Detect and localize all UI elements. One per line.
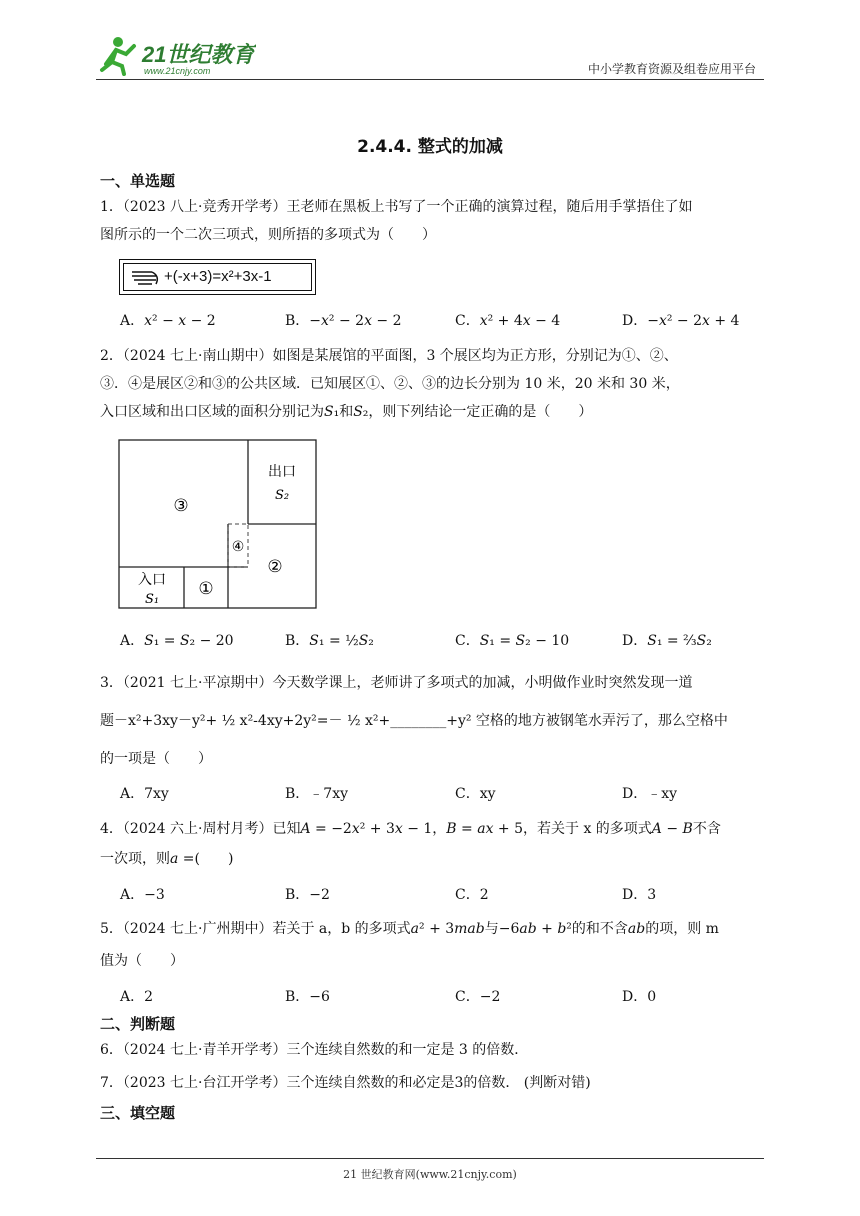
question-number: 7． (100, 1075, 123, 1091)
question-2 (100, 342, 760, 426)
question-number: 3． (100, 675, 123, 691)
footer-divider (96, 1158, 764, 1159)
hand-icon (130, 268, 162, 288)
option-d[interactable]: D．﹣xy (622, 786, 678, 802)
question-source: （2024 六上·周村月考） (122, 821, 273, 837)
footer-text: 21 世纪教育网(www.21cnjy.com) (343, 1168, 517, 1181)
question-source: （2023 八上·竞秀开学考） (122, 199, 287, 215)
question-text-line3: 的一项是（ ） (100, 751, 212, 767)
option-b[interactable]: B．﹣7xy (285, 786, 348, 802)
question-text-line2: 图所示的一个二次三项式，则所捂的多项式为（ ） (100, 227, 436, 243)
question-source: （2023 七上·台江开学考） (122, 1075, 287, 1091)
page-title: 2.4.4. 整式的加减 (357, 137, 503, 157)
option-c[interactable]: C．xy (455, 786, 496, 802)
logo-text: 21世纪教育 (142, 42, 255, 67)
entry-label: 入口 (138, 572, 166, 588)
question-text: 三个连续自然数的和一定是 3 的倍数． (286, 1042, 529, 1058)
option-a[interactable]: A．−3 (120, 887, 165, 903)
question-7 (100, 1069, 760, 1097)
section-heading-true-false: 二、判断题 (100, 1015, 176, 1033)
question-5 (100, 913, 760, 977)
site-logo (96, 34, 256, 78)
header-divider (96, 79, 764, 80)
question-1 (100, 193, 760, 249)
question-text-line2: 题－x²+3xy－y²+ ½ x²-4xy+2y²=－ ½ x²+________+y² 空格的地方被钢笔水弄污了，那么空格中 (100, 713, 728, 729)
option-c[interactable]: C．𝑥² + 4𝑥 − 4 (455, 313, 561, 329)
question-source: （2024 七上·广州期中） (122, 921, 273, 937)
entry-symbol: S₁ (144, 592, 160, 607)
region-1-label: ① (198, 579, 214, 599)
option-d[interactable]: D．𝑆₁ = ⅔𝑆₂ (622, 633, 712, 649)
question-source: （2024 七上·南山期中） (122, 348, 273, 364)
logo-url: www.21cnjy.com (144, 66, 211, 76)
option-a[interactable]: A．7xy (120, 786, 169, 802)
question-text: 王老师在黑板上书写了一个正确的演算过程，随后用手掌捂住了如 (286, 199, 693, 215)
region-3-label: ③ (173, 496, 189, 516)
question-source: （2024 七上·青羊开学考） (122, 1042, 287, 1058)
question-text-line2: 一次项，则𝑎 =( ) (100, 851, 234, 867)
question-text: 已知𝐴 = −2𝑥² + 3𝑥 − 1，𝐵 = 𝑎𝑥 + 5，若关于 x 的多项式𝐴 − 𝐵不含 (272, 821, 721, 837)
question-number: 6． (100, 1042, 123, 1058)
option-d[interactable]: D．−𝑥² − 2𝑥 + 4 (622, 313, 740, 329)
option-a[interactable]: A．2 (120, 989, 154, 1005)
question-number: 2． (100, 348, 123, 364)
floor-plan-figure (118, 439, 318, 610)
option-c[interactable]: C．−2 (455, 989, 501, 1005)
question-4 (100, 814, 760, 874)
section-heading-fill-blank: 三、填空题 (100, 1104, 176, 1122)
question-number: 1． (100, 199, 123, 215)
option-b[interactable]: B．−𝑥² − 2𝑥 − 2 (285, 313, 402, 329)
question-6 (100, 1036, 760, 1064)
section-heading-single-choice: 一、单选题 (100, 172, 176, 190)
option-b[interactable]: B．−2 (285, 887, 330, 903)
option-b[interactable]: B．𝑆₁ = ½𝑆₂ (285, 633, 374, 649)
option-a[interactable]: A．𝑆₁ = 𝑆₂ − 20 (120, 633, 234, 649)
equation-text: +(-x+3)=x²+3x-1 (164, 268, 272, 285)
exit-symbol: S₂ (274, 488, 290, 503)
question-text: 今天数学课上，老师讲了多项式的加减，小明做作业时突然发现一道 (272, 675, 693, 691)
question-number: 4． (100, 821, 123, 837)
question-3 (100, 664, 760, 778)
question-source: （2021 七上·平凉期中） (122, 675, 273, 691)
region-4-label: ④ (231, 539, 245, 555)
question-text: 如图是某展馆的平面图，3 个展区均为正方形，分别记为①、②、 (272, 348, 678, 364)
question-text-line3: 入口区域和出口区域的面积分别记为𝑆₁和𝑆₂，则下列结论一定正确的是（ ） (100, 404, 593, 420)
question-text: 若关于 a，b 的多项式𝑎² + 3𝑚𝑎𝑏与−6𝑎𝑏 + 𝑏²的和不含𝑎𝑏的项，则 m (272, 921, 719, 937)
question-text-line2: 值为（ ） (100, 953, 184, 969)
question-text-line2: ③．④是展区②和③的公共区域．已知展区①、②、③的边长分别为 10 米，20 米和 30 米， (100, 376, 680, 392)
option-c[interactable]: C．𝑆₁ = 𝑆₂ − 10 (455, 633, 570, 649)
question-text: 三个连续自然数的和必定是3的倍数． (判断对错) (286, 1075, 591, 1091)
region-2-label: ② (267, 557, 283, 577)
equation-box (119, 259, 316, 295)
runner-icon (102, 37, 134, 74)
option-b[interactable]: B．−6 (285, 989, 330, 1005)
site-name: 中小学教育资源及组卷应用平台 (587, 62, 756, 76)
option-d[interactable]: D．0 (622, 989, 657, 1005)
question-number: 5． (100, 921, 123, 937)
option-c[interactable]: C．2 (455, 887, 489, 903)
option-d[interactable]: D．3 (622, 887, 657, 903)
exit-label: 出口 (268, 464, 296, 480)
option-a[interactable]: A．𝑥² − 𝑥 − 2 (120, 313, 216, 329)
